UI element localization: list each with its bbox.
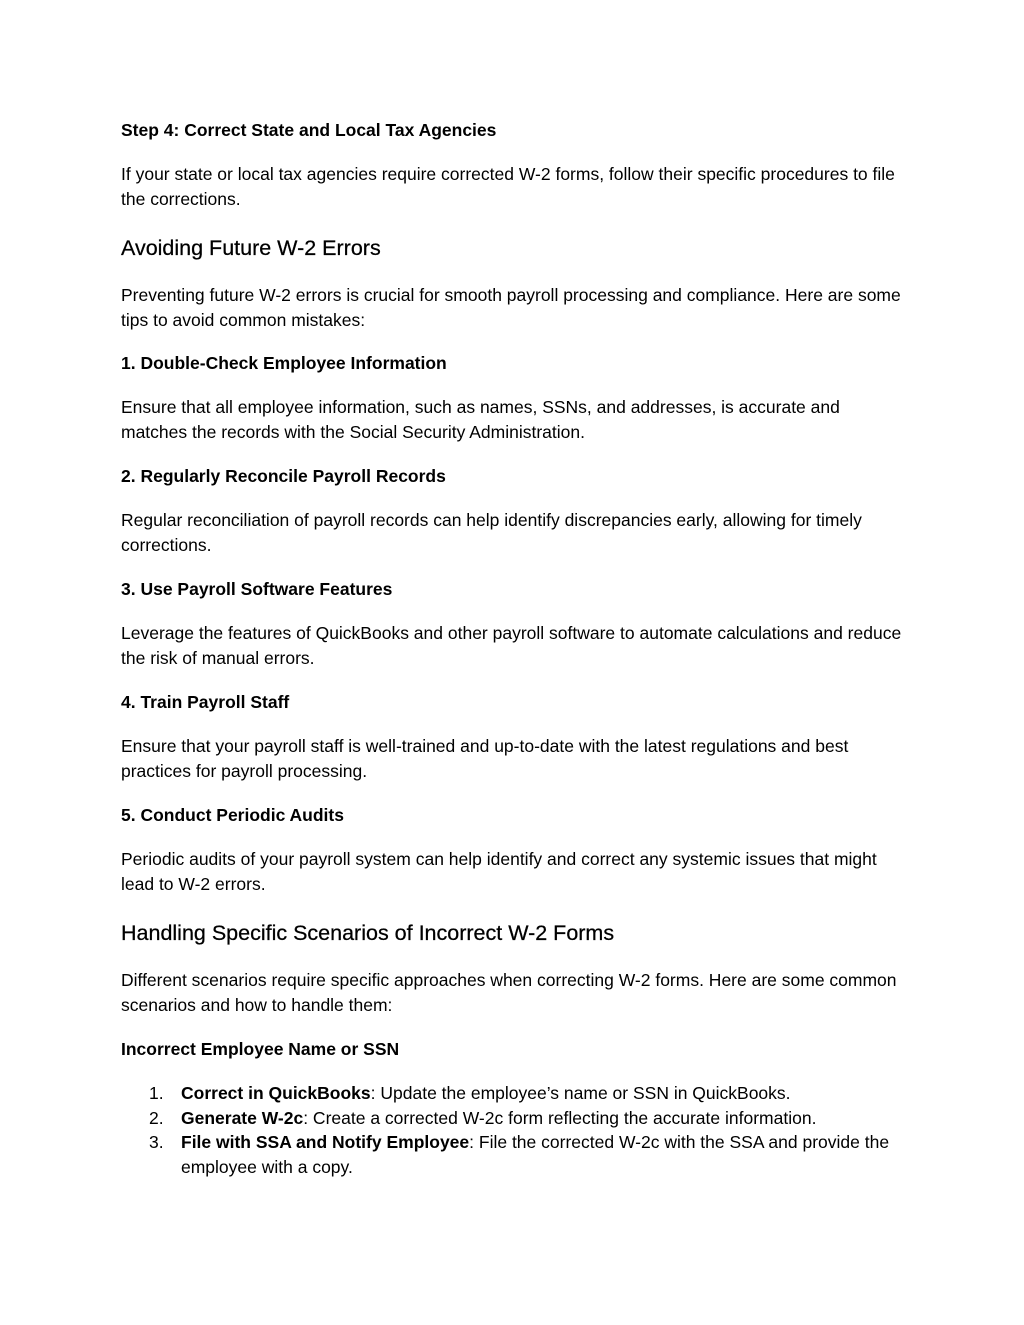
tip-1-heading: 1. Double-Check Employee Information [121,353,447,373]
tip-2-heading: 2. Regularly Reconcile Payroll Records [121,466,446,486]
tip-1-body: Ensure that all employee information, such as names, SSNs, and addresses, is accurate and matches the records with the Social Security Administration. [121,397,840,442]
list-item-number: 1. [149,1083,164,1103]
list-item-text: : Create a corrected W-2c form reflecting the accurate information. [303,1107,817,1128]
step4-body: If your state or local tax agencies require corrected W-2 forms, follow their specific procedures to file the corrections. [121,164,895,209]
tip-4-heading: 4. Train Payroll Staff [121,692,290,712]
list-item-number: 3. [149,1132,164,1152]
tip-2-body: Regular reconciliation of payroll records can help identify discrepancies early, allowing for timely corrections. [121,510,862,555]
tip-5-body: Periodic audits of your payroll system can help identify and correct any systemic issues that might lead to W-2 errors. [121,849,877,894]
avoiding-intro: Preventing future W-2 errors is crucial for smooth payroll processing and compliance. Here are some tips to avoid common mistakes: [121,285,901,330]
avoiding-heading: Avoiding Future W-2 Errors [121,236,381,260]
tip-5-heading: 5. Conduct Periodic Audits [121,805,344,825]
list-item-bold: Correct in QuickBooks [181,1083,371,1103]
tip-4-body: Ensure that your payroll staff is well-trained and up-to-date with the latest regulations and best practices for payroll processing. [121,736,849,781]
scenario-subheading: Incorrect Employee Name or SSN [121,1039,400,1059]
list-item-number: 2. [149,1107,164,1128]
list-item [121,1130,904,1179]
list-item [121,1081,904,1106]
list-item-bold: Generate W-2c [181,1107,304,1128]
list-item [121,1106,904,1131]
scenario-steps-list [121,1081,904,1179]
list-item-text: : File the corrected W-2c with the SSA and provide the employee with a copy. [181,1132,890,1177]
tip-3-heading: 3. Use Payroll Software Features [121,579,393,599]
scenarios-intro: Different scenarios require specific approaches when correcting W-2 forms. Here are some common scenarios and how to handle them: [121,970,897,1015]
list-item-bold: File with SSA and Notify Employee [181,1132,470,1152]
tip-3-body: Leverage the features of QuickBooks and other payroll software to automate calculations and reduce the risk of manual errors. [121,623,902,668]
list-item-text: : Update the employee’s name or SSN in QuickBooks. [370,1083,791,1103]
step4-heading: Step 4: Correct State and Local Tax Agencies [121,120,497,140]
scenarios-heading: Handling Specific Scenarios of Incorrect W-2 Forms [121,921,615,945]
